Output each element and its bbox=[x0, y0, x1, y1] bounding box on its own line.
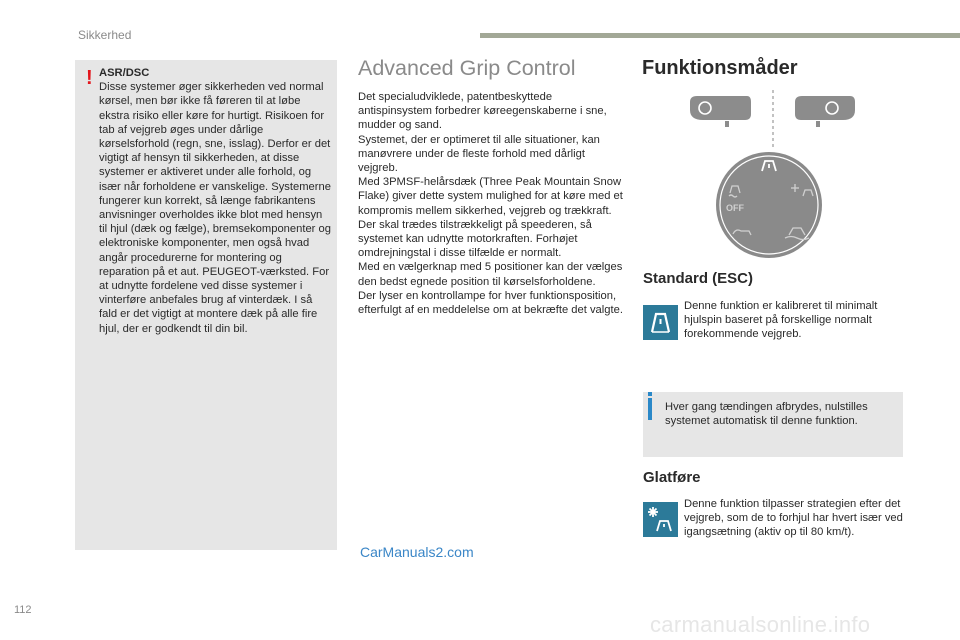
warning-body: Disse systemer øger sikkerheden ved normal kørsel, men bør ikke få føreren til at løbe ekstra risiko eller køre for hurtigt. Risikoen for tab af vejgreb øges under dårlige kørselsforhold (regn, sne, isslag). Derfor er det vigtigt af hensyn til sikkerheden, at disse systemer er aktiveret under alle forhold, og især når forholdene er vanskelige. Systemerne fungerer kun korrekt, så længe fabrikantens anvisninger overholdes ikke blot med hensyn til hjul (dæk og fælge), bremsekomponenter og elektroniske komponenter, men også hvad angår procedurerne for montering og reparation på et aut. PEUGEOT-værksted. For at udnytte fordelene ved disse systemer i vinterføre anbefales brug af vinterdæk. I så fald er det vigtigt at montere dæk på alle fire hjul, der er godkendt til din bil. bbox=[99, 81, 331, 335]
standard-body: Denne funktion er kalibreret til minimalt hjulspin baseret på forskellige normalt forekommende vejgreb. bbox=[684, 300, 878, 341]
snow-mode-icon bbox=[643, 502, 678, 537]
info-icon bbox=[648, 398, 652, 420]
info-text: Hver gang tændingen afbrydes, nulstilles systemet automatisk til denne funktion. bbox=[665, 401, 868, 428]
header-bar bbox=[480, 33, 960, 38]
section-label: Sikkerhed bbox=[78, 28, 132, 42]
dial-off-label: OFF bbox=[726, 203, 744, 213]
glatfore-title: Glatføre bbox=[643, 469, 701, 486]
page-number: 112 bbox=[14, 604, 32, 616]
right-mirror-icon bbox=[795, 96, 855, 120]
glatfore-body: Denne funktion tilpasser strategien efter det vejgreb, som de to forhjul har hvert især ved igangsætning (aktiv op til 80 km/t). bbox=[684, 498, 903, 539]
watermark-carmanualsonline: carmanualsonline.info bbox=[650, 612, 871, 637]
warning-icon: ! bbox=[86, 67, 93, 89]
advanced-grip-title: Advanced Grip Control bbox=[358, 56, 576, 80]
warning-title: ASR/DSC bbox=[99, 67, 150, 79]
functions-title: Funktionsmåder bbox=[642, 57, 798, 79]
grip-control-dial-diagram bbox=[685, 88, 860, 258]
standard-title: Standard (ESC) bbox=[643, 270, 754, 287]
standard-esc-icon bbox=[643, 305, 678, 340]
watermark-carmanuals2: CarManuals2.com bbox=[360, 544, 474, 560]
advanced-grip-body: Det specialudviklede, patentbeskyttede antispinsystem forbedrer køreegenskaberne i sne, mudder og sand. Systemet, der er optimeret til alle situationer, kan manøvrere under de fleste forhold med dårligt vejgreb. Med 3PMSF-helårsdæk (Three Peak Mountain Snow Flake) giver dette system mulighed for at køre med et kompromis mellem sikkerhed, vejgreb og trækkraft. Der skal trædes tilstrækkeligt på speederen, så systemet kan udnytte motorkraften. Forhøjet omdrejningstal i disse tilfælde er normalt. Med en vælgerknap med 5 positioner kan der vælges den bedst egnede position til kørselsforholdene. Der lyser en kontrollampe for hver funktionsposition, efterfulgt af en meddelelse om at bekræfte det valgte. bbox=[358, 91, 623, 317]
warning-text bbox=[99, 66, 331, 336]
